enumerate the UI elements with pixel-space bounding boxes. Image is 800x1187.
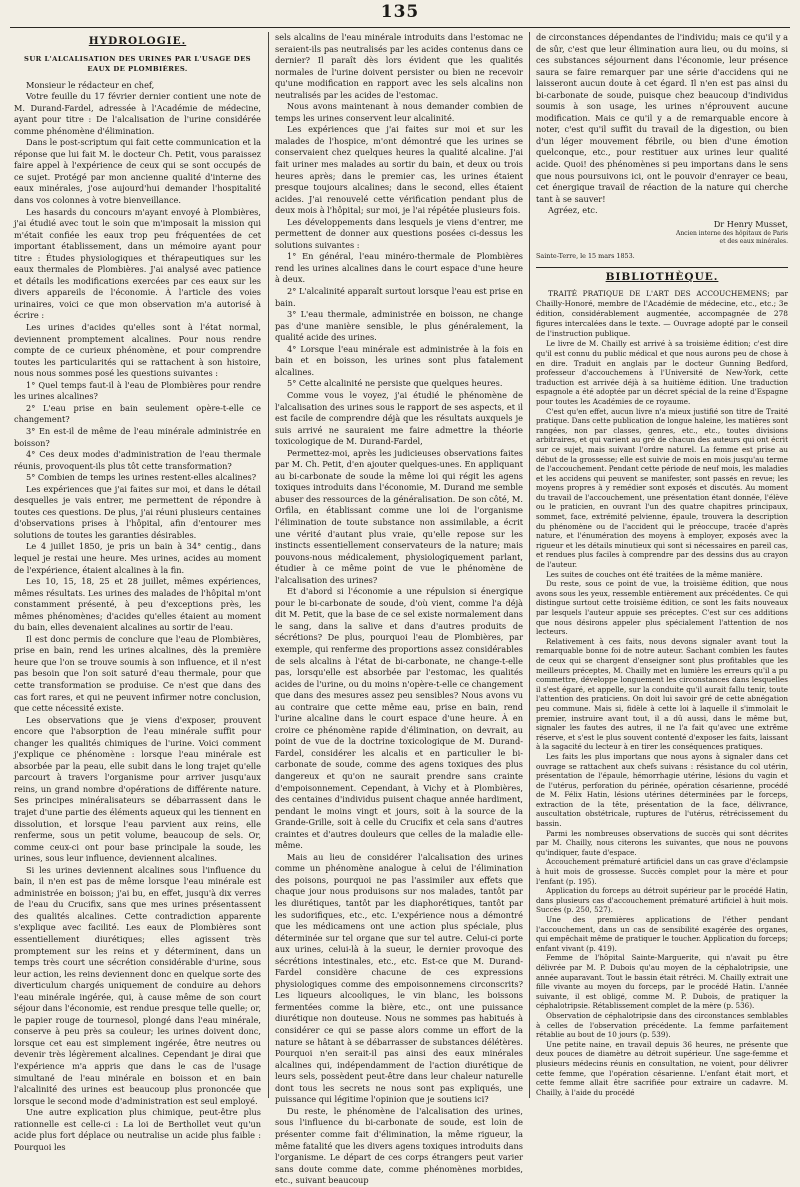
column-3 [536,32,788,1098]
paragraph: Si les urines deviennent alcalines sous l'influence du bain, il n'en est pas de même lorsque l'eau minérale est administrée en boisson; j'ai bu, en effet, jusqu'à dix verres de l'eau du Crucifix, sans que mes urines présentassent des qualités alcalines. Cette contradiction apparente s'explique avec facilité. Les eaux de Plombières sont essentiellement diurétiques; elles agissent très promptement sur les reins et y déterminent, dans un temps très court une sécrétion considérable d'urine, sous leur action, les reins deviennent donc en quelque sorte des diverticulum chargés uniquement de conduire au dehors l'eau minérale ingérée, qui, à cause même de son court séjour dans l'économie, est rendue presque telle quelle; or, le papier rouge de tournesol, plongé dans l'eau minérale, conserve à peu près sa couleur; les urines doivent donc, lorsque cet eau est simplement ingérée, être neutres ou devenir très légèrement alcalines. Cependant je dirai que l'expérience m'a appris que dans le cas de l'usage simultané de l'eau minérale en boisson et en bain l'alcalinité des urines est beaucoup plus prononcée que lorsque le second mode d'administration est seul employé. [14,864,261,1106]
column-1 [14,32,261,1152]
paragraph: sels alcalins de l'eau minérale introduits dans l'estomac ne seraient-ils pas neutralisés par les acides contenus dans ce dernier? Il paraît dès lors évident que les qualités normales de l'urine doivent persister ou bien ne recevoir qu'une modification en rapport avec les sels alcalins non neutralisés par les acides de l'estomac. [275,32,523,100]
paragraph: 4° Ces deux modes d'administration de l'eau thermale réunis, provoquent-ils plus tôt cette transformation? [14,449,261,471]
paragraph: Permettez-moi, après les judicieuses observations faites par M. Ch. Petit, d'en ajouter quelques-unes. En appliquant au bi-carbonate de soude la même loi qui régit les agens toxiques introduits dans l'économie, M. Durand me semble abuser des ressources de la généralisation. De son côté, M. Orfila, en établissant comme une loi de l'organisme l'élimination de toute substance non assimilable, a écrit une vérité d'autant plus vraie, qu'elle repose sur les instincts essentiellement conservateurs de la nature; mais pouvons-nous médicalement, physiologiquement parlant, étudier à ce même point de vue le phénomène de l'alcalisation des urines? [275,447,523,585]
paragraph: Les hasards du concours m'ayant envoyé à Plombières, j'ai étudié avec tout le soin que m'imposait la mission qui m'était confiée les eaux trop peu fréquentées de cet important établissement, dans un mémoire ayant pour titre : Études physiologiques et thérapeutiques sur les eaux thermales de Plombières. J'ai analysé avec patience et détails les modifications exercées par ces eaux sur les divers appareils de l'économie. À l'article des voies urinaires, voici ce que mon observation m'a autorisé à écrire : [14,206,261,321]
paragraph: 3° En est-il de même de l'eau minérale administrée en boisson? [14,425,261,448]
review-entry: TRAITÉ PRATIQUE DE L'ART DES ACCOUCHEMENS; par Chailly-Honoré, membre de l'Académie de médecine, etc., etc.; 3e édition, considérablement augmentée, accompagnée de 278 figures intercalées dans le texte. — Ouvrage adopté par le conseil de l'instruction publique. [536,289,788,339]
paragraph: Les expériences que j'ai faites sur moi, et dans le détail desquelles je vais entrer, me permettent de répondre à toutes ces questions. De plus, j'ai réuni plusieurs centaines d'observations prises à l'hôpital, afin d'entourer mes solutions de toutes les garanties désirables. [14,483,261,540]
paragraph: Une petite naine, en travail depuis 36 heures, ne présente que deux pouces de diamètre au détroit supérieur. Une sage-femme et plusieurs médecins réunis en consultation, ne voient, pour délivrer cette femme, que l'opération césarienne. L'enfant était mort, et cette femme allait être sacrifiée pour extraire un cadavre. M. Chailly, à l'aide du procédé [536,1039,788,1097]
signature-title: Ancien interne des hôpitaux de Paris [675,230,788,238]
closing-line: Agréez, etc. [548,205,598,216]
paragraph: Votre feuille du 17 février dernier contient une note de M. Durand-Fardel, adressée à l'Académie de médecine, ayant pour titre : De l'alcalisation de l'urine considérée comme phénomène d'élimination. [14,91,261,136]
column-divider [268,32,269,1098]
column-2 [275,32,523,1186]
paragraph: Les observations que je viens d'exposer, prouvent encore que l'absorption de l'eau minérale suffit pour changer les qualités chimiques de l'urine. Voici comment j'explique ce phénomène : lorsque l'eau minérale est absorbée par la peau, elle subit dans le long trajet qu'elle parcourt à travers l'organisme pour arriver jusqu'aux reins, un grand nombre d'opérations de différente nature. Ses principes minéralisateurs se débarrassent dans le trajet d'une partie des éléments aqueux qui les tiennent en dissolution, et lorsque l'eau parvient aux reins, elle renferme, sous un petit volume, beaucoup de sels. Or, comme ceux-ci ont pour base principale la soude, les urines, sous leur influence, deviennent alcalines. [14,714,261,864]
paragraph: Les développements dans lesquels je viens d'entrer, me permettent de donner aux questions posées ci-dessus les solutions suivantes : [275,216,523,250]
paragraph: Observation de céphalotripsie dans des circonstances semblables à celles de l'observation précédente. La femme parfaitement rétablie au bout de 10 jours (p. 539). [536,1010,788,1040]
page-number: 135 [380,2,420,22]
paragraph: Et d'abord si l'économie a une répulsion si énergique pour le bi-carbonate de soude, d'où vient, comme l'a déjà dit M. Petit, que la base de ce sel existe normalement dans le sang, dans la salive et dans d'autres produits de sécrétions? De plus, pourquoi l'eau de Plombières, par exemple, qui renferme des proportions assez considérables de sels alcalins à l'état de bi-carbonate, ne change-t-elle pas, lorsqu'elle est absorbée par l'estomac, les qualités acides de l'urine, ou du moins n'opère-t-elle ce changement que dans des mesures assez peu sensibles? Nous avons vu au contraire que cette même eau, prise en bain, rend l'urine alcaline dans le court espace d'une heure. À en croire ce phénomène rapide d'élimination, on devrait, au point de vue de la doctrine toxicologique de M. Durand-Fardel, considérer les alcalis et en particulier le bi-carbonate de soude, comme des agens toxiques des plus dangereux et qu'on ne saurait prendre sans crainte d'empoisonnement. Cependant, à Vichy et à Plombières, des centaines d'individus puisent chaque année hardiment, pendant le moins vingt et jours, soit à la source de la Grande-Grille, soit à celle du Crucifix et cela sans d'autres craintes et d'autres douleurs que celles de la maladie elle-même. [275,586,523,851]
paragraph: Accouchement prématuré artificiel dans un cas grave d'éclampsie à huit mois de grossesse. Succès complet pour la mère et pour l'enfant (p. 195). [536,857,788,886]
paragraph: 2° L'eau prise en bain seulement opère-t-elle ce changement? [14,402,261,425]
paragraph: Le 4 juillet 1850, je pris un bain à 34° centig., dans lequel je restai une heure. Mes urines, acides au moment de l'expérience, étaient alcalines à la fin. [14,541,261,575]
article-title: SUR L'ALCALISATION DES URINES PAR L'USAGE DES EAUX DE PLOMBIÈRES. [24,54,251,73]
paragraph: Mais au lieu de considérer l'alcalisation des urines comme un phénomène analogue à celui de l'élimination des poisons, pourquoi ne pas l'assimiler aux effets que chaque jour nous produisons sur nos malades, tantôt par les diurétiques, tantôt par les diaphorétiques, tantôt par les sudorifiques, etc., etc. L'expérience nous a démontré que les médicamens ont une action plus spéciale, plus déterminée sur tel organe que sur tel autre. Celui-ci porte aux urines, celui-là à la sueur, le dernier provoque des sécrétions intestinales, etc., etc. Est-ce que M. Durand-Fardel considère chacune de ces expressions physiologiques comme des empoisonnemens circonscrits? Les liqueurs alcooliques, le vin blanc, les boissons fermentées comme la bière, etc., ont une puissance diurétique non douteuse. Nous ne sommes pas habitués à considérer ce qui se passe alors comme un effort de la nature se hâtant à se débarrasser de substances délétères. Pourquoi n'en serait-il pas ainsi des eaux minérales alcalines qui, indépendamment de l'action diurétique de leurs sels, possèdent peut-être dans leur chaleur naturelle dont tous les secrets ne nous sont pas expliqués, une puissance qui légitime l'opinion que je soutiens ici? [275,851,523,1105]
paragraph: Dans le post-scriptum qui fait cette communication et la réponse que lui fait M. le docteur Ch. Petit, vous paraissez faire appel à l'expérience de ceux qui se sont occupés de ce sujet. Protégé par mon ancienne qualité d'interne des eaux minérales, j'ose aujourd'hui demander l'hospitalité dans vos colonnes à votre bienveillance. [14,137,261,206]
paragraph: Les expériences que j'ai faites sur moi et sur les malades de l'hospice, m'ont démontré que les urines se conservaient chez quelques heures la qualité alcaline. J'ai fait uriner mes malades au sortir du bain, et deux ou trois heures après; dans le premier cas, les urines étaient presque toujours alcalines; dans le second, elles étaient acides. J'ai renouvelé cette vérification pendant plus de deux mois à l'hôpital; sur moi, je l'ai répétée plusieurs fois. [275,124,523,216]
paragraph: Une autre explication plus chimique, peut-être plus rationnelle est celle-ci : La loi de Berthollet veut qu'un acide plus fort déplace ou neutralise un acide plus faible : Pourquoi les [14,1107,261,1152]
signature: Dr Henry Musset, [713,218,788,229]
column-divider [529,32,530,1098]
paragraph: 4° Lorsque l'eau minérale est administrée à la fois en bain et en boisson, les urines sont plus fatalement alcalines. [275,343,523,377]
paragraph: 1° En général, l'eau minéro-thermale de Plombières rend les urines alcalines dans le court espace d'une heure à deux. [275,251,523,285]
paragraph: Le livre de M. Chailly est arrivé à sa troisième édition; c'est dire qu'il est connu du public médical et que nous aurons peu de chose à en dire. Traduit en anglais par le docteur Gunning Bedford, professeur d'accouchemens à l'Université de New-York, cette traduction est arrivée déjà à sa huitième édition. Une traduction espagnole a été adoptée par un décret spécial de la reine d'Espagne pour toutes les Académies de ce royaume. [536,339,788,406]
paragraph: Les faits les plus importans que nous ayons à signaler dans cet ouvrage se rattachent aux chefs suivans : résistance du col utérin, présentation de l'épaule, hémorrhagie utérine, lésions du vagin et de l'utérus, perforation du périnée, opération césarienne, procédé de M. Félix Hatin, lésions utérines déterminées par le forceps, extraction de la tête, présentation de la face, délivrance, auscultation obstétricale, ruptures de l'utérus, rétrécissement du bassin. [536,751,788,829]
paragraph: Les 10, 15, 18, 25 et 28 juillet, mêmes expériences, mêmes résultats. Les urines des malades de l'hôpital m'ont constamment présenté, à peu d'exceptions près, les mêmes phénomènes; d'acides qu'elles étaient au moment du bain, elles devenaient alcalines au sortir de l'eau. [14,576,261,633]
paragraph: Il est donc permis de conclure que l'eau de Plombières, prise en bain, rend les urines alcalines, dès la première heure que l'on se trouve soumis à son influence, et il n'est pas besoin que l'on soit saturé d'eau thermale, pour que cette transformation se produise. Ce n'est que dans des cas fort rares, et qui ne peuvent infirmer notre conclusion, que cette nécessité existe. [14,633,261,714]
paragraph: 1° Quel temps faut-il à l'eau de Plombières pour rendre les urines alcalines? [14,379,261,402]
signature-title: et des eaux minérales. [719,237,788,245]
paragraph: Nous avons maintenant à nous demander combien de temps les urines conservent leur alcalinité. [275,101,523,123]
header-rule [10,27,790,28]
paragraph: Les suites de couches ont été traitées de la même manière. [546,569,763,579]
place-date: Sainte-Terre, le 15 mars 1853. [536,252,635,261]
paragraph: Les urines d'acides qu'elles sont à l'état normal, deviennent promptement alcalines. Pour nous rendre compte de ce curieux phénomène, et pour comprendre toutes les particularités qui se rattachent à son histoire, nous nous sommes posé les questions suivantes : [14,322,261,379]
paragraph: Du reste, sous ce point de vue, la troisième édition, que nous avons sous les yeux, ressemble entièrement aux précédentes. Ce qui distingue surtout cette troisième édition, ce sont les faits nouveaux par lesquels l'auteur appuie ses préceptes. C'est sur ces additions que nous désirons appeler plus spécialement l'attention de nos lecteurs. [536,579,788,637]
paragraph: Relativement à ces faits, nous devons signaler avant tout la remarquable bonne foi de notre auteur. Sachant combien les fautes de ceux qui se chargent d'enseigner sont plus profitables que les meilleurs préceptes, M. Chailly met en lumière les erreurs qu'il a pu commettre, développe longuement les circonstances dans lesquelles il s'est égaré, et appelle, sur la conduite qu'il aurait fallu tenir, toute l'attention des praticiens. On doit lui savoir gré de cette abnégation peu commune. Mais si, fidèle à cette loi à laquelle il s'immolait le premier, instruire avant tout, il a dû aussi, dans le même but, signaler les fautes des autres, il ne l'a fait qu'avec une extrême réserve, et s'est le plus souvent contenté d'exposer les faits, laissant à la sagacité du lecteur à en tirer les conséquences pratiques. [536,636,788,752]
paragraph: 5° Cette alcalinité ne persiste que quelques heures. [287,378,503,389]
paragraph: Comme vous le voyez, j'ai étudié le phénomène de l'alcalisation des urines sous le rapport de ses aspects, et il est facile de comprendre déjà que les résultats auxquels je suis arrivé ne sauraient me faire admettre la théorie toxicologique de M. Durand-Fardel, [275,389,523,447]
paragraph: C'est qu'en effet, aucun livre n'a mieux justifié son titre de Traité pratique. Dans cette publication de longue haleine, les matières sont rangées, non par classes, genres, etc., etc., toutes divisions arbitraires, et qui varient au gré de chacun des auteurs qui ont écrit sur ce sujet, mais suivant l'ordre naturel. La femme est prise au début de la grossesse; elle est suivie de mois en mois jusqu'au terme de l'accouchement. Pendant cette période de neuf mois, les maladies et les accidens qui peuvent se manifester, sont passés en revue; les moyens propres à y remédier sont exposés et discutés. Au moment du travail de l'accouchement, une présentation étant donnée, l'élève ou le praticien, en ouvrant l'un des quatre chapitres principaux, sommet, face, extrémité pelvienne, épaule, trouvera la description du phénomène ou de l'accident qui le préoccupe, tracée d'après nature, et l'énumération des moyens à employer, exposés avec la rigueur et les détails minutieux qui sont si nécessaires en pareil cas, et rendues plus faciles à comprendre par des dessins dus au crayon de l'auteur. [536,406,788,570]
paragraph: de circonstances dépendantes de l'individu; mais ce qu'il y a de sûr, c'est que leur élimination aura lieu, ou du moins, si ces substances séjournent dans l'économie, leur présence saura se faire remarquer par une série d'accidens qui ne laisseront aucun doute à cet égard. Il n'en est pas ainsi du bi-carbonate de soude, puisque chez beaucoup d'individus soumis à son usage, les urines n'éprouvent aucune modification. Mais ce qu'il y a de remarquable encore à noter, c'est qu'il suffit du travail de la digestion, ou bien d'un léger mouvement fébrile, ou bien d'une émotion quelconque, etc., pour restituer aux urines leur qualité acide. Quoi! des phénomènes si peu importans dans le sens que nous poursuivons ici, ont le pouvoir d'enrayer ce beau, cet énergique travail de réaction de la nature qui cherche tant à se sauver! [536,32,788,204]
paragraph: 5° Combien de temps les urines restent-elles alcalines? [26,472,257,483]
paragraph: Application du forceps au détroit supérieur par le procédé Hatin, dans plusieurs cas d'accouchement prématuré artificiel à huit mois. Succès (p. 250, 527). [536,886,788,915]
paragraph: Une des premières applications de l'éther pendant l'accouchement, dans un cas de sensibilité exagérée des organes, qui empêchait même de pratiquer le toucher. Application du forceps; enfant vivant (p. 419). [536,915,788,953]
paragraph: Monsieur le rédacteur en chef, [26,79,155,90]
paragraph: 2° L'alcalinité apparaît surtout lorsque l'eau est prise en bain. [275,286,523,308]
paragraph: Parmi les nombreuses observations de succès qui sont décrites par M. Chailly, nous citerons les suivantes, que nous ne pouvons qu'indiquer, faute d'espace. [536,828,788,857]
review-body [536,339,788,1097]
paragraph: Femme de l'hôpital Sainte-Marguerite, qui n'avait pu être délivrée par M. P. Dubois qu'au moyen de la céphalotripsie, une année auparavant. Tout le bassin était rétréci. M. Chailly extrait une fille vivante au moyen du forceps, par le procédé Hatin. L'année suivante, il est obligé, comme M. P. Dubois, de pratiquer la céphalotripsie. Rétablissement complet de la mère (p. 536). [536,953,788,1011]
section-title-bibliotheque: BIBLIOTHÈQUE. [605,270,719,283]
section-rule [536,267,788,268]
paragraph: 3° L'eau thermale, administrée en boisson, ne change pas d'une manière sensible, le plus généralement, la qualité acide des urines. [275,309,523,343]
paragraph: Du reste, le phénomène de l'alcalisation des urines, sous l'influence du bi-carbonate de soude, est loin de présenter comme fait d'élimination, la même rigueur, la même fatalité que les divers agens toxiques introduits dans l'organisme. Le départ de ces corps étrangers peut varier sans doute comme date, comme phénomènes morbides, etc., suivant beaucoup [275,1105,523,1186]
section-title-hydrologie: HYDROLOGIE. [88,35,187,47]
